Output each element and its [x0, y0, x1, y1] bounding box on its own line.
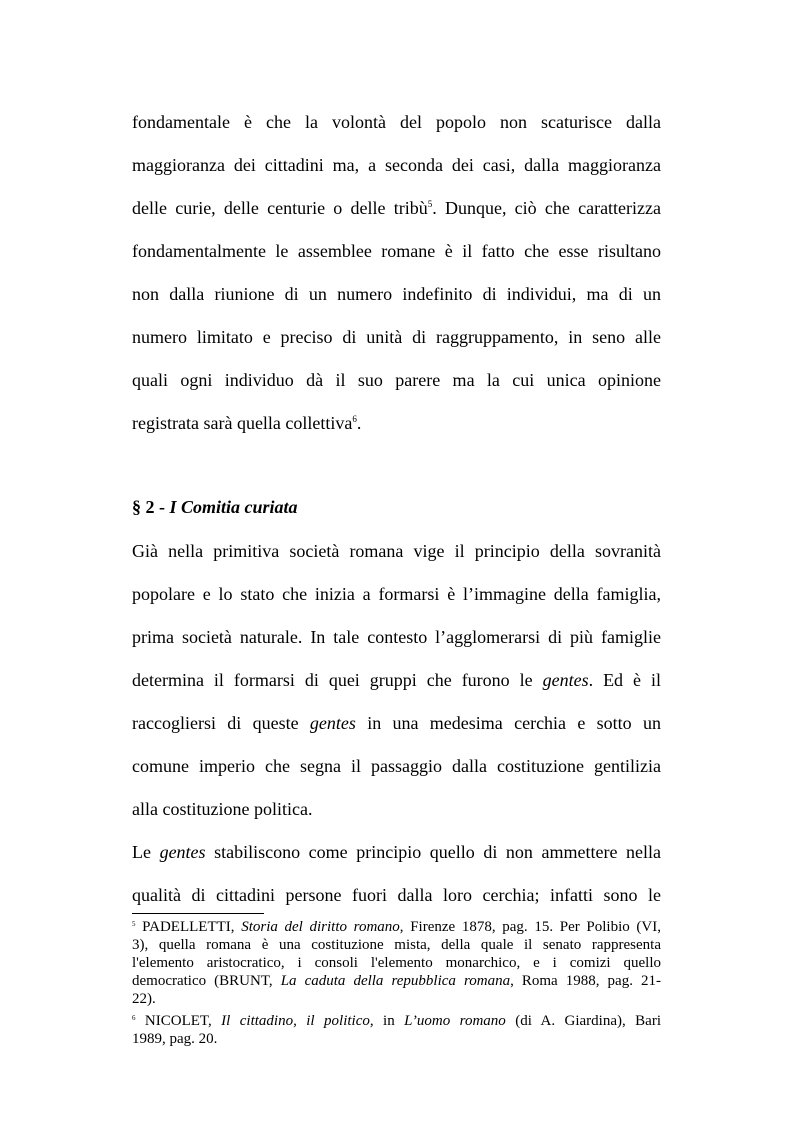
footnote-5: $^5$ PADELLETTI, Storia del diritto romano, Firenze 1878, pag. 15. Per Polibio (VI, — [132, 919, 661, 935]
body-line: comune imperio che segna il passaggio dalla costituzione gentilizia — [132, 756, 661, 776]
body-line: fondamentale è che la volontà del popolo non scaturisce dalla — [132, 112, 661, 132]
body-line: delle curie, delle centurie o delle tribù$^5$. Dunque, ciò che caratterizza — [132, 198, 662, 218]
body-line: registrata sarà quella collettiva$^6$. — [132, 413, 362, 433]
footnote-line: 1989, pag. 20. — [132, 1031, 218, 1047]
body-line: numero limitato e preciso di unità di raggruppamento, in seno alle — [132, 327, 661, 347]
body-line: prima società naturale. In tale contesto l’agglomerarsi di più famiglie — [132, 627, 661, 647]
section-heading: § 2 - I Comitia curiata — [132, 497, 298, 517]
body-line: maggioranza dei cittadini ma, a seconda dei casi, dalla maggioranza — [132, 155, 661, 175]
footnote-line: 22). — [132, 991, 156, 1007]
body-line: raccogliersi di queste gentes in una medesima cerchia e sotto un — [132, 713, 661, 733]
body-line: popolare e lo stato che inizia a formarsi è l’immagine della famiglia, — [132, 584, 661, 604]
body-line: Già nella primitiva società romana vige il principio della sovranità — [132, 541, 661, 561]
body-line: Le gentes stabiliscono come principio quello di non ammettere nella — [132, 842, 662, 862]
footnote-ref-6[interactable]: 6 — [352, 414, 357, 424]
footnote-6: $^6$ NICOLET, Il cittadino, il politico, in L’uomo romano (di A. Giardina), Bari — [132, 1013, 662, 1029]
body-line: non dalla riunione di un numero indefinito di individui, ma di un — [132, 284, 661, 304]
body-line: fondamentalmente le assemblee romane è il fatto che esse risultano — [132, 241, 661, 261]
footnote-line: 3), quella romana è una costituzione mista, della quale il senato rappresenta — [132, 937, 661, 953]
body-line: quali ogni individuo dà il suo parere ma la cui unica opinione — [132, 370, 661, 390]
footnote-separator — [132, 913, 264, 914]
body-line: alla costituzione politica. — [132, 799, 313, 819]
footnote-ref-5[interactable]: 5 — [427, 199, 433, 209]
body-line: qualità di cittadini persone fuori dalla loro cerchia; infatti sono le — [132, 885, 661, 905]
footnote-line: l'elemento aristocratico, i consoli l'elemento monarchico, e i comizi quello — [132, 955, 661, 971]
body-line: determina il formarsi di quei gruppi che furono le gentes. Ed è il — [132, 670, 661, 690]
footnote-line: democratico (BRUNT, La caduta della repubblica romana, Roma 1988, pag. 21- — [132, 973, 661, 989]
